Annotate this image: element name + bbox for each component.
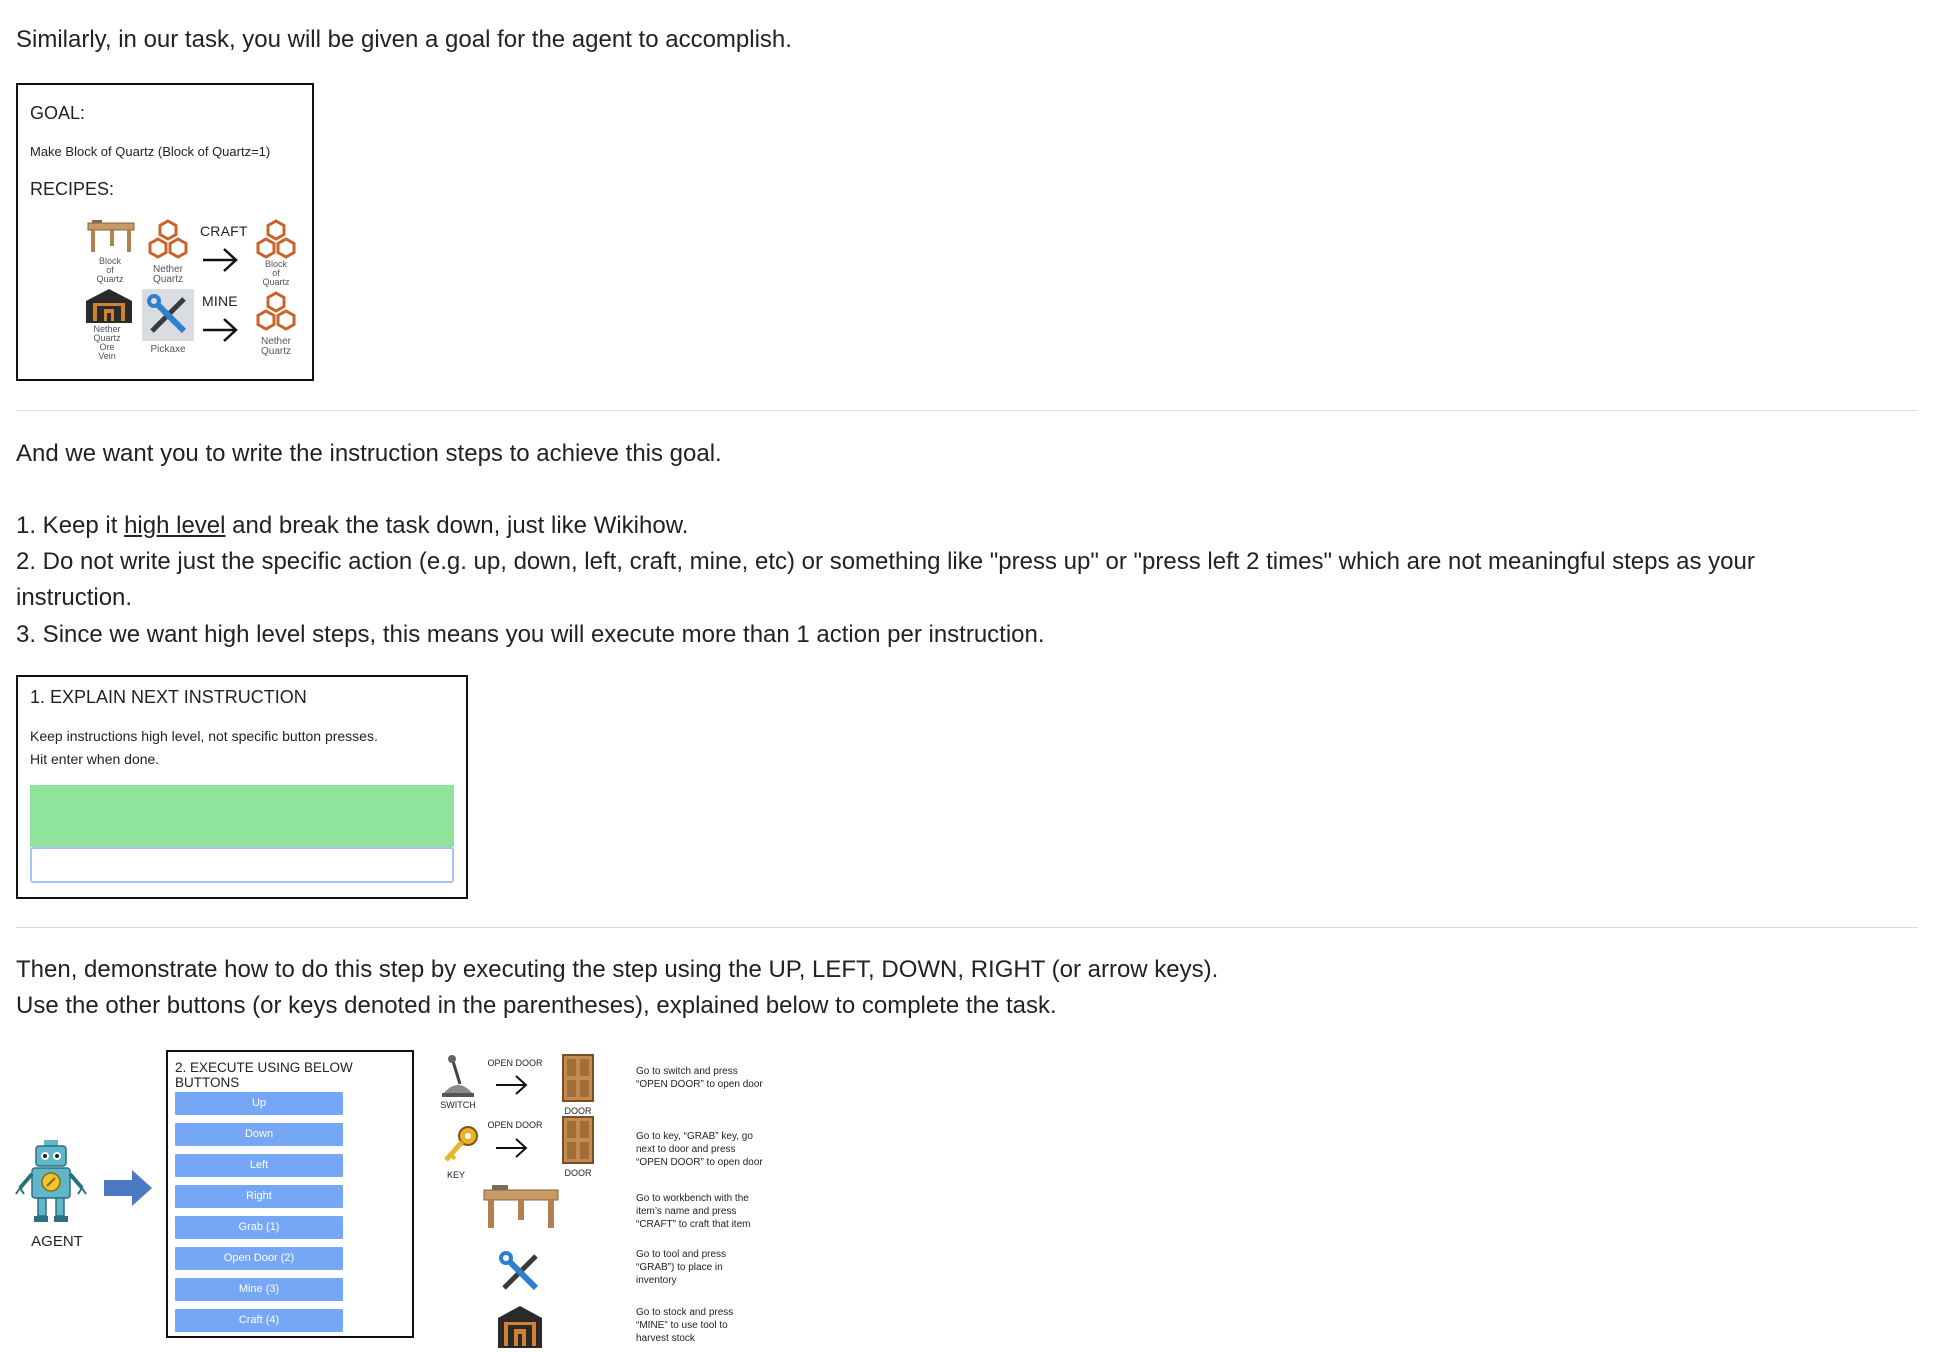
left-button[interactable]: Left bbox=[175, 1154, 343, 1177]
ore-label-4: Vein bbox=[98, 351, 116, 361]
workbench-label-2: of bbox=[106, 265, 114, 275]
pickaxe-icon bbox=[142, 289, 194, 341]
stock-icon bbox=[496, 1304, 544, 1350]
workbench-icon bbox=[86, 217, 136, 255]
up-button[interactable]: Up bbox=[175, 1092, 343, 1115]
key-explanation: Go to key, “GRAB” key, go next to door and press “OPEN DOOR” to open door bbox=[636, 1131, 763, 1168]
door-label: DOOR bbox=[564, 1106, 592, 1116]
tool-explanation: Go to tool and press “GRAB”) to place in inventory bbox=[636, 1249, 727, 1286]
explain-panel-title: 1. EXPLAIN NEXT INSTRUCTION bbox=[30, 687, 307, 707]
workbench-label-3: Quartz bbox=[96, 274, 124, 284]
nether-quartz-output-label-1: Nether bbox=[260, 336, 291, 347]
key-label: KEY bbox=[446, 1170, 465, 1180]
robot-icon bbox=[14, 1140, 88, 1226]
nether-quartz-label-1: Nether bbox=[152, 264, 183, 275]
workbench-icon bbox=[482, 1180, 560, 1230]
door-icon bbox=[562, 1116, 594, 1166]
ore-label-1: Nether bbox=[93, 324, 121, 334]
instruction-item-3: 3. Since we want high level steps, this means you will execute more than 1 action per instruction. bbox=[16, 621, 1045, 648]
craft-button[interactable]: Craft (4) bbox=[175, 1309, 343, 1332]
demo-line-1: Then, demonstrate how to do this step by executing the step using the UP, LEFT, DOWN, RIGHT (or arrow keys). bbox=[16, 956, 1219, 983]
ore-vein-icon bbox=[84, 287, 134, 325]
down-button[interactable]: Down bbox=[175, 1123, 343, 1146]
workbench-label-1: Block bbox=[98, 256, 121, 266]
mine-label: MINE bbox=[202, 293, 238, 309]
arrow-right-icon bbox=[102, 1168, 154, 1208]
explain-desc-line-2: Hit enter when done. bbox=[30, 751, 160, 767]
output-label-1: Block bbox=[264, 259, 287, 269]
workbench-explanation: Go to workbench with the item’s name and press “CRAFT” to craft that item bbox=[636, 1193, 751, 1230]
open-door-label: OPEN DOOR bbox=[487, 1120, 543, 1130]
open-door-button[interactable]: Open Door (2) bbox=[175, 1247, 343, 1270]
instructions-lead: And we want you to write the instruction steps to achieve this goal. bbox=[16, 440, 722, 467]
nether-quartz-label-2: Quartz bbox=[152, 274, 183, 285]
switch-icon bbox=[440, 1054, 476, 1098]
arrow-right-icon bbox=[200, 245, 240, 275]
goal-label: GOAL: bbox=[30, 103, 86, 123]
open-door-label: OPEN DOOR bbox=[487, 1058, 543, 1068]
instruction-input[interactable] bbox=[30, 847, 454, 883]
tools-icon bbox=[496, 1248, 544, 1296]
ore-label-2: Quartz bbox=[93, 333, 121, 343]
instruction-history-area bbox=[30, 785, 454, 847]
arrow-right-icon bbox=[494, 1135, 530, 1161]
goal-text: Make Block of Quartz (Block of Quartz=1) bbox=[30, 144, 271, 159]
ore-label-3: Ore bbox=[99, 342, 115, 352]
intro-text: Similarly, in our task, you will be given a goal for the agent to accomplish. bbox=[16, 26, 792, 53]
pickaxe-label: Pickaxe bbox=[150, 344, 186, 355]
craft-label: CRAFT bbox=[200, 223, 248, 239]
goal-panel bbox=[16, 83, 314, 381]
right-button[interactable]: Right bbox=[175, 1185, 343, 1208]
switch-label: SWITCH bbox=[440, 1100, 476, 1110]
block-of-quartz-icon bbox=[254, 219, 298, 261]
mine-button[interactable]: Mine (3) bbox=[175, 1278, 343, 1301]
switch-explanation: Go to switch and press “OPEN DOOR” to open door bbox=[636, 1066, 763, 1090]
stock-explanation: Go to stock and press “MINE” to use tool to harvest stock bbox=[636, 1307, 734, 1344]
instruction-item-2-line-1: 2. Do not write just the specific action (e.g. up, down, left, craft, mine, etc) or something like "press up" or "press left 2 times" which are not meaningful steps as your bbox=[16, 548, 1755, 575]
instruction-item-1-pre: 1. Keep it bbox=[16, 512, 125, 539]
instruction-item-1 bbox=[16, 508, 688, 544]
execute-panel bbox=[166, 1050, 414, 1338]
explain-desc-line-1: Keep instructions high level, not specific button presses. bbox=[30, 728, 378, 744]
nether-quartz-output-icon bbox=[254, 291, 298, 333]
divider bbox=[16, 410, 1918, 411]
nether-quartz-output-label-2: Quartz bbox=[260, 346, 291, 357]
execute-panel-title: 2. EXECUTE USING BELOW BUTTONS bbox=[175, 1060, 353, 1090]
explain-panel bbox=[16, 675, 468, 899]
instruction-item-2-line-2: instruction. bbox=[16, 584, 133, 611]
divider bbox=[16, 927, 1918, 928]
arrow-right-icon bbox=[200, 315, 240, 345]
demo-line-2: Use the other buttons (or keys denoted in the parentheses), explained below to complete the task. bbox=[16, 992, 1057, 1019]
recipes-label: RECIPES: bbox=[30, 179, 115, 199]
key-icon bbox=[442, 1124, 480, 1164]
door-label: DOOR bbox=[564, 1168, 592, 1178]
nether-quartz-icon bbox=[146, 219, 190, 261]
output-label-3: Quartz bbox=[262, 277, 290, 287]
explain-panel-desc bbox=[30, 725, 378, 771]
grab-button[interactable]: Grab (1) bbox=[175, 1216, 343, 1239]
agent-label: AGENT bbox=[31, 1233, 83, 1250]
door-icon bbox=[562, 1054, 594, 1104]
high-level-link[interactable]: high level bbox=[124, 512, 226, 539]
arrow-right-icon bbox=[494, 1072, 530, 1098]
output-label-2: of bbox=[272, 268, 280, 278]
instruction-item-1-post: and break the task down, just like Wikihow. bbox=[225, 512, 689, 539]
